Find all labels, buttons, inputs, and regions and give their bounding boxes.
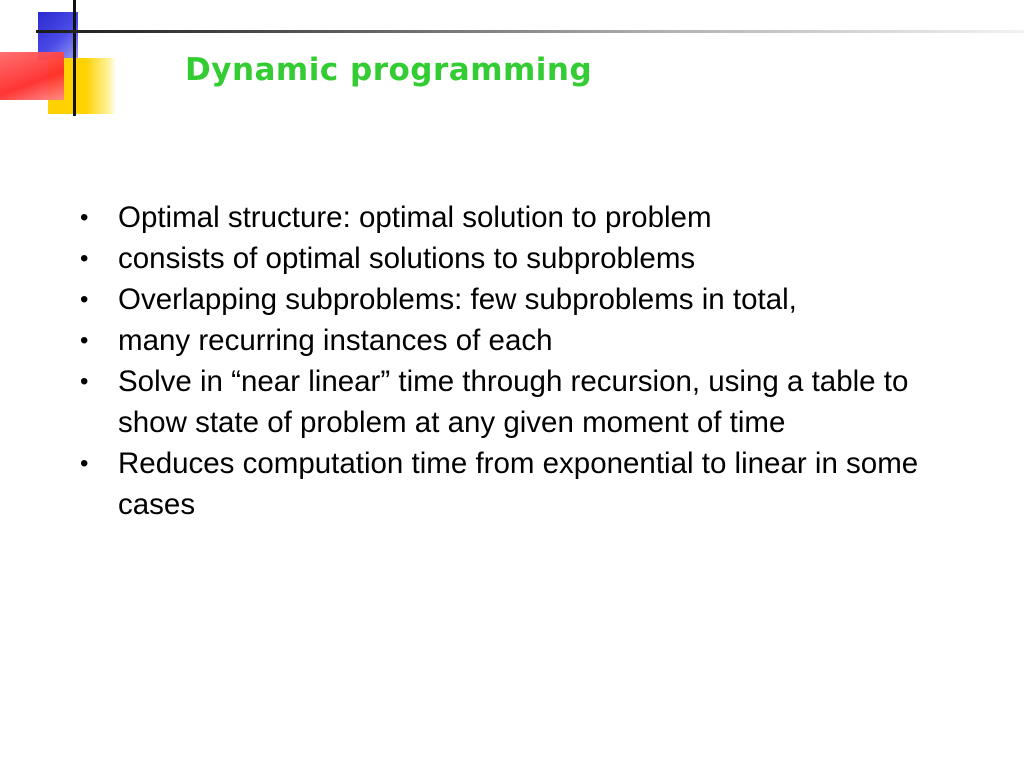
slide-title: Dynamic programming — [185, 52, 593, 88]
horizontal-line-decoration — [36, 30, 1024, 33]
bullet-item: • Reduces computation time from exponential to linear in some cases — [78, 443, 978, 525]
bullet-list — [78, 197, 978, 525]
bullet-item: • consists of optimal solutions to subproblems — [78, 238, 978, 279]
red-square-decoration — [0, 52, 64, 100]
vertical-line-decoration — [73, 0, 76, 116]
bullet-item: • Solve in “near linear” time through recursion, using a table to show state of problem at any given moment of time — [78, 361, 978, 443]
bullet-item: • Optimal structure: optimal solution to problem — [78, 197, 978, 238]
bullet-item: • many recurring instances of each — [78, 320, 978, 361]
corner-logo-graphic — [0, 0, 140, 120]
bullet-item: • Overlapping subproblems: few subproblems in total, — [78, 279, 978, 320]
